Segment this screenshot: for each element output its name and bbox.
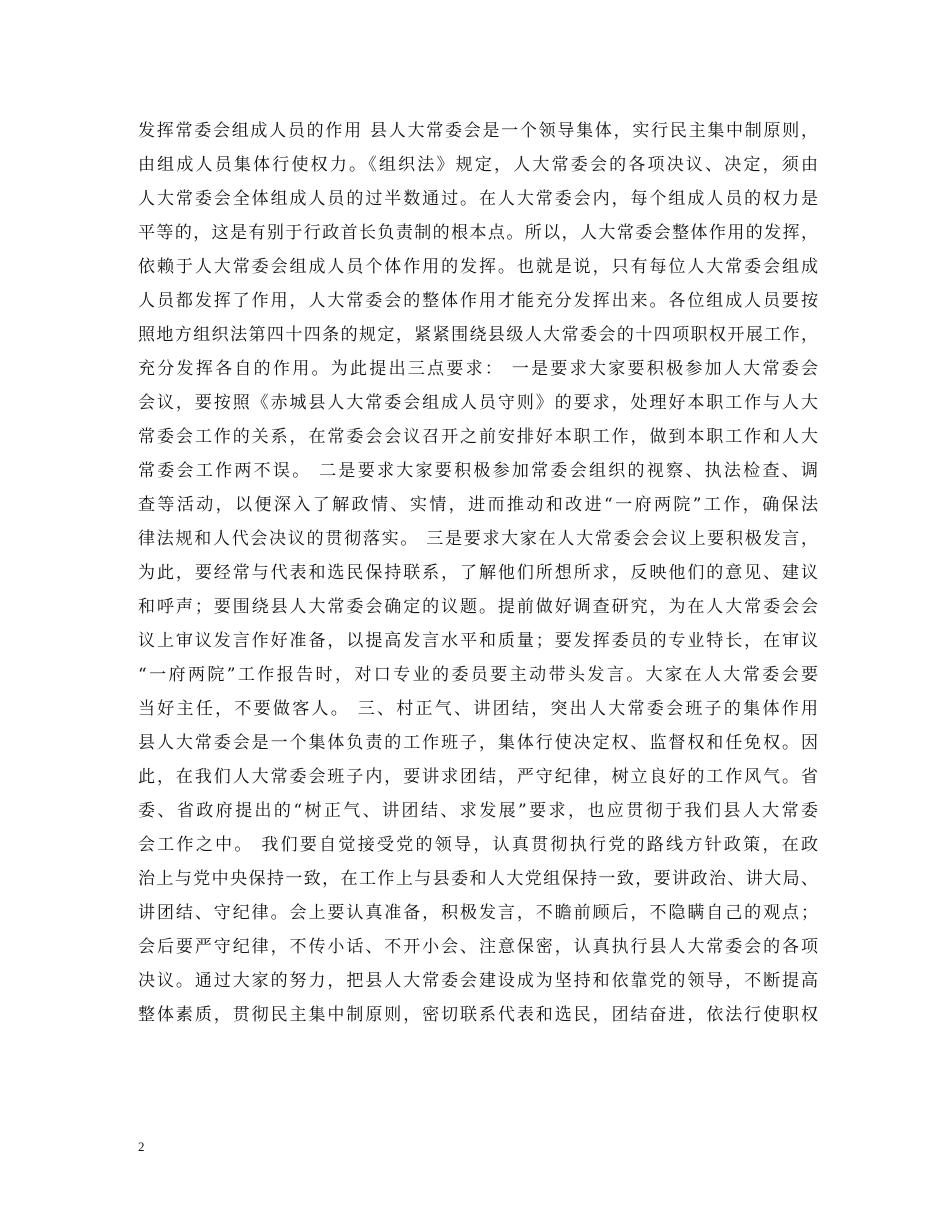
text-line: 人员都发挥了作用，人大常委会的整体作用才能充分发挥出来。各位组成人员要按 (138, 291, 818, 311)
text-line: 会工作之中。 我们要自觉接受党的领导，认真贯彻执行党的路线方针政策，在政 (138, 835, 818, 855)
text-line: 和呼声；要围绕县人大常委会确定的议题。提前做好调查研究，为在人大常委会会 (138, 597, 818, 617)
text-line: 平等的，这是有别于行政首长负责制的根本点。所以，人大常委会整体作用的发挥， (138, 223, 818, 243)
text-line: 照地方组织法第四十四条的规定，紧紧围绕县级人大常委会的十四项职权开展工作， (138, 325, 818, 345)
page-number: 2 (138, 1139, 145, 1154)
text-line: 依赖于人大常委会组成人员个体作用的发挥。也就是说，只有每位人大常委会组成 (138, 257, 818, 277)
body-text (138, 114, 818, 1032)
text-line: 讲团结、守纪律。会上要认真准备，积极发言，不瞻前顾后，不隐瞒自己的观点； (138, 903, 818, 923)
text-line: 县人大常委会是一个集体负责的工作班子，集体行使决定权、监督权和任免权。因 (138, 733, 818, 753)
text-line: 发挥常委会组成人员的作用 县人大常委会是一个领导集体，实行民主集中制原则， (138, 121, 818, 141)
text-line: 人大常委会全体组成人员的过半数通过。在人大常委会内，每个组成人员的权力是 (138, 189, 818, 209)
text-line: 由组成人员集体行使权力。《组织法》规定，人大常委会的各项决议、决定，须由 (138, 155, 818, 175)
text-line: 治上与党中央保持一致，在工作上与县委和人大党组保持一致，要讲政治、讲大局、 (138, 869, 818, 889)
text-line: 整体素质，贯彻民主集中制原则，密切联系代表和选民，团结奋进，依法行使职权 (138, 1005, 818, 1025)
text-line: 律法规和人代会决议的贯彻落实。 三是要求大家在人大常委会会议上要积极发言， (138, 529, 818, 549)
text-line: 当好主任，不要做客人。 三、村正气、讲团结，突出人大常委会班子的集体作用 (138, 699, 818, 719)
text-line: 会议，要按照《赤城县人大常委会组成人员守则》的要求，处理好本职工作与人大 (138, 393, 818, 413)
text-line: 常委会工作的关系，在常委会会议召开之前安排好本职工作，做到本职工作和人大 (138, 427, 818, 447)
text-line: 议上审议发言作好准备，以提高发言水平和质量；要发挥委员的专业特长，在审议 (138, 631, 818, 651)
text-line: 委、省政府提出的“树正气、讲团结、求发展”要求，也应贯彻于我们县人大常委 (138, 801, 818, 821)
text-line: 此，在我们人大常委会班子内，要讲求团结，严守纪律，树立良好的工作风气。省 (138, 767, 818, 787)
text-line: 为此，要经常与代表和选民保持联系，了解他们所想所求，反映他们的意见、建议 (138, 563, 818, 583)
text-line: “一府两院”工作报告时，对口专业的委员要主动带头发言。大家在人大常委会要 (138, 665, 818, 685)
text-line: 常委会工作两不误。 二是要求大家要积极参加常委会组织的视察、执法检查、调 (138, 461, 818, 481)
text-line: 决议。通过大家的努力，把县人大常委会建设成为坚持和依靠党的领导，不断提高 (138, 971, 818, 991)
text-line: 会后要严守纪律，不传小话、不开小会、注意保密，认真执行县人大常委会的各项 (138, 937, 818, 957)
text-line: 充分发挥各自的作用。为此提出三点要求： 一是要求大家要积极参加人大常委会 (138, 359, 818, 379)
text-line: 查等活动，以便深入了解政情、实情，进而推动和改进“一府两院”工作，确保法 (138, 495, 818, 515)
